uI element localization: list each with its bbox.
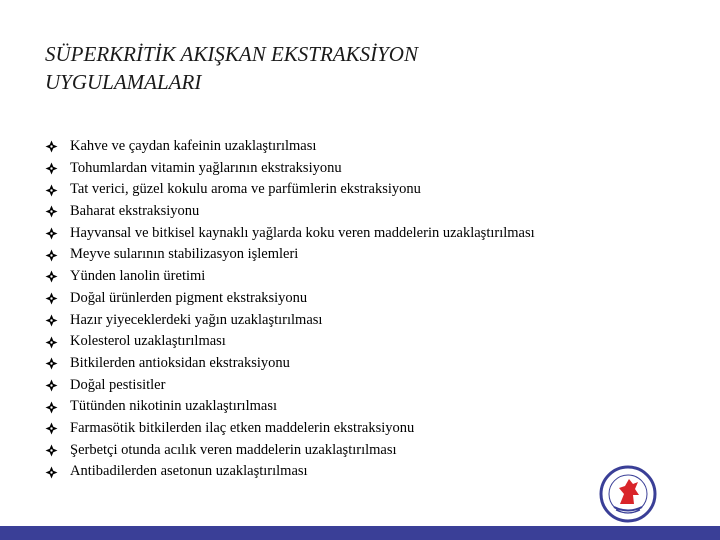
list-item-text: Kolesterol uzaklaştırılması [70, 333, 226, 350]
list-item [45, 375, 535, 397]
slide-title-line-1: SÜPERKRİTİK AKIŞKAN EKSTRAKSİYON [45, 42, 418, 66]
list-item [45, 223, 535, 245]
list-item-text: Hazır yiyeceklerdeki yağın uzaklaştırılması [70, 311, 323, 328]
diamond-bullet-icon [45, 270, 58, 283]
diamond-bullet-icon [45, 401, 58, 414]
diamond-bullet-icon [45, 314, 58, 327]
diamond-bullet-icon [45, 205, 58, 218]
list-item-text: Antibadilerden asetonun uzaklaştırılması [70, 463, 308, 480]
diamond-bullet-icon [45, 379, 58, 392]
diamond-bullet-icon [45, 227, 58, 240]
list-item [45, 440, 535, 462]
bottom-bar [0, 526, 720, 540]
list-item-text: Tohumlardan vitamin yağlarının ekstraksiyonu [70, 159, 342, 176]
list-item [45, 288, 535, 310]
diamond-bullet-icon [45, 336, 58, 349]
list-item-text: Tat verici, güzel kokulu aroma ve parfümlerin ekstraksiyonu [70, 181, 421, 198]
slide-title [45, 40, 605, 96]
list-item [45, 418, 535, 440]
list-item [45, 179, 535, 201]
list-item [45, 353, 535, 375]
diamond-bullet-icon [45, 249, 58, 262]
list-item-text: Doğal ürünlerden pigment ekstraksiyonu [70, 289, 308, 306]
list-item [45, 201, 535, 223]
list-item [45, 266, 535, 288]
list-item [45, 136, 535, 158]
diamond-bullet-icon [45, 444, 58, 457]
bullet-list [45, 136, 535, 483]
list-item-text: Tütünden nikotinin uzaklaştırılması [70, 398, 277, 415]
diamond-bullet-icon [45, 357, 58, 370]
diamond-bullet-icon [45, 466, 58, 479]
list-item-text: Hayvansal ve bitkisel kaynaklı yağlarda koku veren maddelerin uzaklaştırılması [70, 224, 535, 241]
list-item-text: Kahve ve çaydan kafeinin uzaklaştırılması [70, 138, 317, 154]
list-item-text: Bitkilerden antioksidan ekstraksiyonu [70, 354, 290, 371]
diamond-bullet-icon [45, 184, 58, 197]
list-item-text: Doğal pestisitler [70, 376, 166, 393]
list-item [45, 396, 535, 418]
diamond-bullet-icon [45, 162, 58, 175]
diamond-bullet-icon [45, 140, 58, 153]
list-item-text: Yünden lanolin üretimi [70, 268, 206, 285]
slide-title-line-2: UYGULAMALARI [45, 70, 202, 94]
list-item-text: Şerbetçi otunda acılık veren maddelerin uzaklaştırılması [70, 441, 397, 458]
list-item-text: Baharat ekstraksiyonu [70, 203, 200, 220]
list-item [45, 331, 535, 353]
list-item [45, 158, 535, 180]
university-logo [598, 464, 658, 524]
list-item-text: Meyve sularının stabilizasyon işlemleri [70, 246, 299, 263]
diamond-bullet-icon [45, 422, 58, 435]
list-item [45, 310, 535, 332]
list-item-text: Farmasötik bitkilerden ilaç etken maddelerin ekstraksiyonu [70, 419, 415, 436]
diamond-bullet-icon [45, 292, 58, 305]
list-item [45, 461, 535, 483]
list-item [45, 244, 535, 266]
